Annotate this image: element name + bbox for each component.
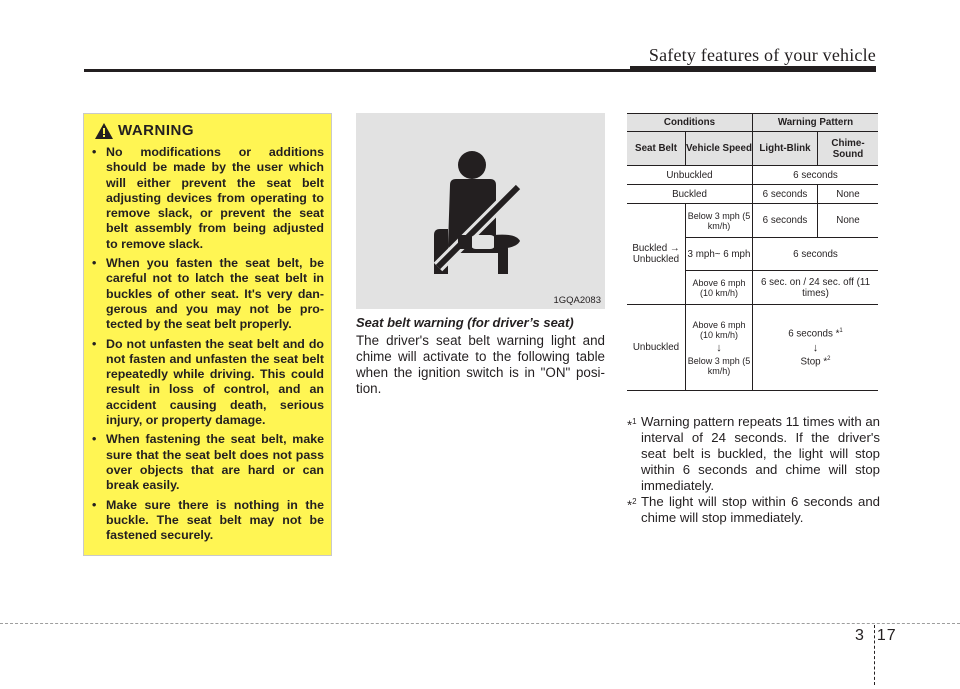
footer-rule	[0, 623, 960, 624]
warning-item: • Do not unfasten the seat belt and do not fasten and unfasten the seat belt repeatedly while driving. This could result in loss of control, and an accident causing death, serious injury, or property damage.	[92, 336, 324, 428]
table-cell: Unbuckled	[627, 166, 753, 185]
table-cell: 6 seconds	[753, 204, 818, 238]
table-cell: 6 sec. on / 24 sec. off (11 times)	[753, 271, 879, 305]
page-header-title: Safety features of your vehicle	[648, 45, 876, 65]
page-number-separator	[874, 625, 876, 685]
seat-belt-warning-icon	[420, 149, 540, 274]
figure-code: 1GQA2083	[553, 295, 601, 306]
section-body: The driver's seat belt warning light and chime will activate to the following table when the ignition switch is in "ON" position.	[356, 333, 605, 396]
table-cell: Above 6 mph (10 km/h)	[686, 271, 753, 305]
table-sub-chime-sound: Chime- Sound	[818, 132, 879, 166]
header-rule-accent	[630, 66, 876, 72]
chapter-number: 3	[855, 627, 865, 644]
table-cell: 6 seconds	[753, 185, 818, 204]
table-cell: Buckled → Unbuckled	[627, 204, 686, 305]
table-sub-vehicle-speed: Vehicle Speed	[686, 132, 753, 166]
warning-heading	[94, 122, 194, 139]
footnote: *$^2$ The light will stop within 6 seconds and chime will stop immediately.	[627, 494, 880, 525]
table-cell: Below 3 mph (5 km/h)	[686, 204, 753, 238]
footnote: *$^1$ Warning pattern repeats 11 times with an interval of 24 seconds. If the driver's seat belt is buckled, the light will stop within 6 seconds and chime will stop immediately.	[627, 414, 880, 493]
page-number-value: 17	[876, 627, 897, 644]
table-cell: 6 seconds	[753, 166, 879, 185]
table-head-conditions: Conditions	[627, 114, 753, 132]
table-sub-light-blink: Light-Blink	[753, 132, 818, 166]
warning-pattern-table	[627, 113, 878, 391]
footnotes	[627, 414, 880, 526]
table-cell: None	[818, 204, 879, 238]
seat-belt-figure	[356, 113, 605, 309]
table-cell-speed-change: Above 6 mph (10 km/h) ↓ Below 3 mph (5 km/h)	[686, 305, 753, 391]
table-cell-pattern-change: 6 seconds *$^1$ ↓ Stop *$^2$	[753, 305, 879, 391]
warning-list	[92, 145, 324, 547]
warning-item: • When fastening the seat belt, make sure that the seat belt does not pass over objects that are hard or can break easily.	[92, 432, 324, 493]
section-caption: Seat belt warning (for driver’s seat)	[356, 315, 574, 330]
table-cell: Buckled	[627, 185, 753, 204]
table-cell: 6 seconds	[753, 238, 879, 271]
warning-item: • No modifications or additions should be made by the user which will either prevent the seat belt adjusting devices from operating to remove slack, or prevent the seat belt assembly from being adjusted to remove slack.	[92, 145, 324, 251]
warning-triangle-icon	[94, 122, 114, 140]
table-sub-seat-belt: Seat Belt	[627, 132, 686, 166]
table-cell: Unbuckled	[627, 305, 686, 391]
table-head-warning: Warning Pattern	[753, 114, 879, 132]
table-cell: 3 mph~ 6 mph	[686, 238, 753, 271]
warning-item: • Make sure there is nothing in the buckle. The seat belt may not be fastened securely.	[92, 497, 324, 543]
warning-title: WARNING	[118, 122, 194, 139]
table-cell: None	[818, 185, 879, 204]
warning-item: • When you fasten the seat belt, be careful not to latch the seat belt in buckles of other seat. It's very dangerous and you may not be protected by the seat belt properly.	[92, 256, 324, 332]
